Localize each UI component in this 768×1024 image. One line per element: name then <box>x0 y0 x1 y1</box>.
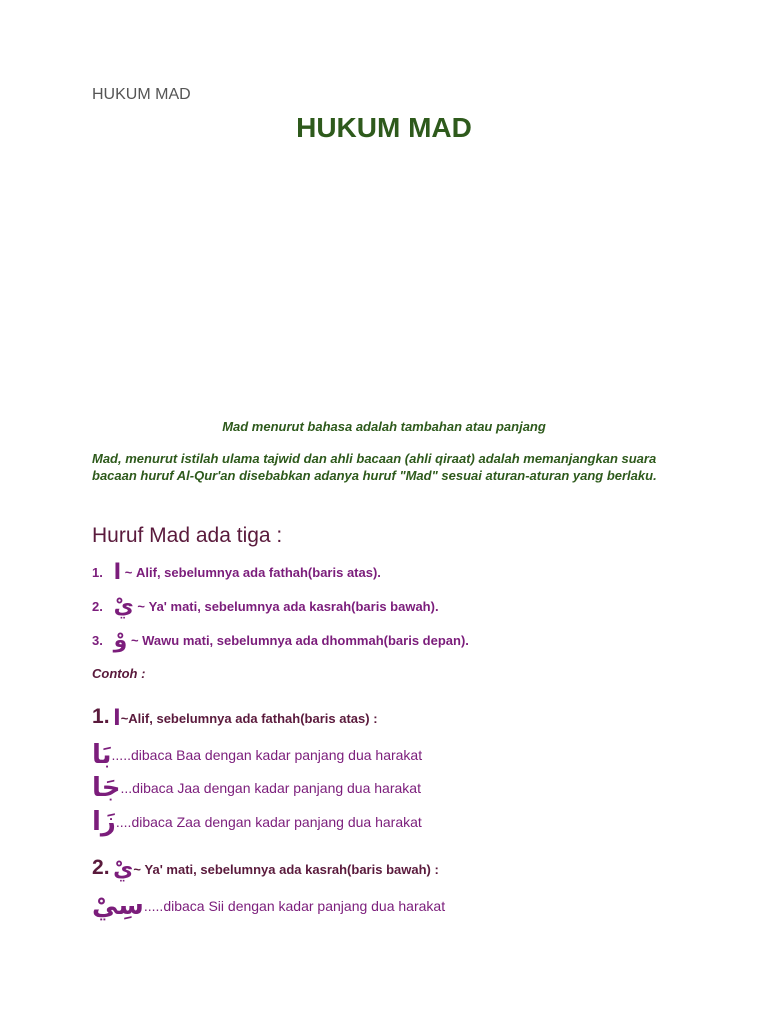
group-number: 2 <box>92 856 104 879</box>
arabic-word: بَا <box>92 740 112 770</box>
group-dot: . <box>103 705 110 728</box>
arabic-word: سِيْ <box>92 891 144 921</box>
huruf-mad-item <box>92 594 439 619</box>
arabic-word: جَا <box>92 773 121 803</box>
arabic-word: زَا <box>92 807 116 837</box>
group-text: ~ Ya' mati, sebelumnya ada kasrah(baris bawah) : <box>133 862 439 877</box>
definition-bahasa: Mad menurut bahasa adalah tambahan atau panjang <box>222 419 546 434</box>
example-text: ....dibaca Zaa dengan kadar panjang dua harakat <box>115 814 422 830</box>
arabic-letter: ا <box>113 706 121 731</box>
definition-istilah: Mad, menurut istilah ulama tajwid dan ahli bacaan (ahli qiraat) adalah memanjangkan suara bacaan huruf Al-Qur'an disebabkan adanya huruf "Mad" sesuai aturan-aturan yang berlaku. <box>92 451 657 483</box>
example-row <box>92 807 422 837</box>
arabic-letter: ا <box>113 560 122 585</box>
example-row <box>92 740 422 770</box>
item-number: 1. <box>92 565 103 580</box>
item-number: 2. <box>92 599 103 614</box>
group-heading <box>92 705 378 731</box>
example-text: .....dibaca Baa dengan kadar panjang dua harakat <box>111 747 423 763</box>
example-text: ...dibaca Jaa dengan kadar panjang dua harakat <box>120 780 421 796</box>
document-label: HUKUM MAD <box>92 86 191 103</box>
document-title: HUKUM MAD <box>296 112 472 143</box>
arabic-letter: يْ <box>113 594 134 619</box>
item-number: 3. <box>92 633 103 648</box>
item-text: ~ Ya' mati, sebelumnya ada kasrah(baris bawah). <box>137 599 439 614</box>
group-heading <box>92 856 439 882</box>
example-row <box>92 773 421 803</box>
huruf-mad-item <box>92 560 381 585</box>
group-text: ~Alif, sebelumnya ada fathah(baris atas) : <box>120 711 378 726</box>
group-dot: . <box>103 856 110 879</box>
example-text: .....dibaca Sii dengan kadar panjang dua harakat <box>143 898 446 914</box>
huruf-mad-item <box>92 628 469 653</box>
example-row <box>92 891 445 921</box>
item-text: ~ Wawu mati, sebelumnya ada dhommah(baris depan). <box>130 633 469 648</box>
item-text: ~ Alif, sebelumnya ada fathah(baris atas). <box>124 565 381 580</box>
group-number: 1 <box>92 705 104 728</box>
section-heading: Huruf Mad ada tiga : <box>92 524 283 547</box>
arabic-letter: يْ <box>113 857 134 882</box>
arabic-letter: وْ <box>113 628 128 653</box>
contoh-label: Contoh : <box>92 666 146 681</box>
